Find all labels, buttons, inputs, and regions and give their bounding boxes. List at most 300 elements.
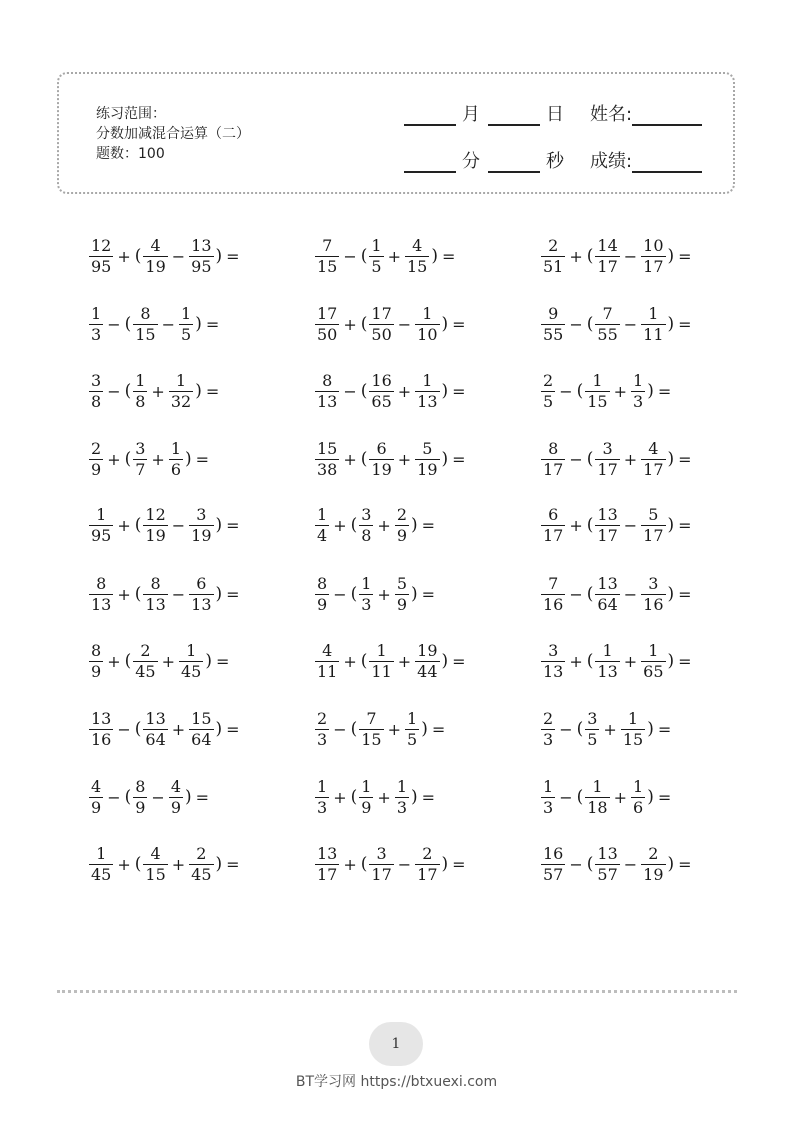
right-paren: ) — [195, 381, 202, 401]
name-blank[interactable] — [632, 104, 702, 126]
right-paren: ) — [667, 651, 675, 671]
fraction-a — [89, 506, 113, 545]
numerator: 4 — [322, 640, 333, 660]
problem-item — [314, 842, 469, 886]
fraction-b — [369, 237, 383, 276]
left-paren: ( — [586, 515, 594, 535]
equals-sign: = — [442, 246, 456, 266]
problem-item — [540, 842, 695, 886]
denominator: 95 — [91, 256, 112, 276]
operator-1: − — [117, 719, 131, 739]
denominator: 18 — [587, 797, 608, 817]
operator-1: + — [333, 515, 347, 535]
problem-item — [88, 369, 222, 413]
equals-sign: = — [678, 854, 692, 874]
denominator: 9 — [396, 594, 408, 614]
fraction-a — [541, 710, 555, 749]
problem-item — [540, 503, 695, 547]
operator-1: − — [559, 787, 573, 807]
fraction-b — [585, 778, 609, 817]
problem-item — [88, 503, 243, 547]
fraction-b — [595, 845, 619, 884]
numerator: 2 — [396, 504, 408, 524]
right-paren: ) — [185, 787, 192, 807]
operator-1: + — [107, 651, 121, 671]
operator-1: − — [333, 719, 347, 739]
operator-1: + — [343, 651, 357, 671]
numerator: 3 — [376, 843, 387, 863]
denominator: 3 — [396, 797, 408, 817]
problem-item — [314, 572, 438, 616]
fraction-b — [595, 575, 619, 614]
fraction-c — [395, 778, 409, 817]
right-paren: ) — [441, 854, 449, 874]
left-paren: ( — [586, 314, 594, 334]
fraction-b — [359, 710, 383, 749]
numerator: 1 — [376, 640, 387, 660]
denominator: 3 — [317, 797, 328, 817]
operator-2: + — [377, 515, 391, 535]
operator-2: + — [151, 381, 165, 401]
right-paren: ) — [647, 381, 654, 401]
numerator: 4 — [648, 438, 659, 458]
denominator: 19 — [371, 459, 392, 479]
equals-sign: = — [195, 449, 210, 469]
operator-2: + — [623, 651, 638, 671]
denominator: 17 — [371, 864, 392, 884]
denominator: 57 — [543, 864, 564, 884]
numerator: 3 — [91, 370, 102, 390]
minute-label: 分 — [462, 151, 480, 172]
denominator: 5 — [587, 729, 598, 749]
fraction-c — [169, 440, 183, 479]
fraction-a — [315, 642, 339, 681]
operator-1: + — [569, 515, 583, 535]
denominator: 19 — [643, 864, 664, 884]
right-paren: ) — [411, 515, 418, 535]
numerator: 1 — [96, 504, 107, 524]
fraction-c — [169, 778, 183, 817]
right-paren: ) — [441, 314, 449, 334]
fraction-a — [315, 372, 339, 411]
denominator: 11 — [643, 324, 664, 344]
numerator: 1 — [633, 776, 644, 796]
left-paren: ( — [586, 854, 594, 874]
denominator: 9 — [317, 594, 328, 614]
numerator: 13 — [191, 235, 212, 255]
operator-2: + — [623, 449, 638, 469]
right-paren: ) — [421, 719, 428, 739]
fraction-c — [641, 305, 665, 344]
fraction-b — [585, 710, 599, 749]
numerator: 6 — [376, 438, 387, 458]
equals-sign: = — [657, 719, 672, 739]
problem-item — [540, 707, 674, 751]
fraction-c — [179, 642, 203, 681]
operator-2: + — [151, 449, 165, 469]
numerator: 3 — [587, 708, 598, 728]
numerator: 19 — [417, 640, 438, 660]
denominator: 11 — [371, 661, 392, 681]
right-paren: ) — [215, 584, 223, 604]
left-paren: ( — [576, 787, 584, 807]
numerator: 1 — [648, 640, 659, 660]
fraction-b — [133, 778, 147, 817]
denominator: 8 — [135, 391, 146, 411]
operator-2: + — [387, 719, 401, 739]
problem-item — [314, 707, 448, 751]
equals-sign: = — [195, 787, 210, 807]
fraction-b — [585, 372, 609, 411]
operator-2: + — [397, 651, 412, 671]
numerator: 5 — [422, 438, 433, 458]
denominator: 17 — [317, 864, 338, 884]
operator-1: + — [333, 787, 347, 807]
left-paren: ( — [360, 651, 368, 671]
left-paren: ( — [360, 314, 368, 334]
operator-1: − — [343, 381, 357, 401]
numerator: 2 — [317, 708, 328, 728]
fraction-b — [369, 642, 393, 681]
numerator: 1 — [96, 843, 107, 863]
numerator: 8 — [150, 573, 161, 593]
fraction-c — [189, 575, 213, 614]
operator-2: + — [161, 651, 175, 671]
numerator: 8 — [135, 776, 146, 796]
denominator: 16 — [91, 729, 112, 749]
left-paren: ( — [124, 787, 132, 807]
numerator: 13 — [597, 504, 618, 524]
denominator: 8 — [91, 391, 102, 411]
numerator: 8 — [322, 370, 333, 390]
equals-sign: = — [205, 381, 220, 401]
equals-sign: = — [421, 787, 436, 807]
fraction-a — [315, 845, 339, 884]
left-paren: ( — [124, 381, 132, 401]
numerator: 1 — [543, 776, 554, 796]
denominator: 95 — [191, 256, 212, 276]
problem-item — [88, 302, 222, 346]
denominator: 13 — [543, 661, 564, 681]
left-paren: ( — [350, 719, 358, 739]
right-paren: ) — [411, 584, 418, 604]
left-paren: ( — [350, 584, 358, 604]
denominator: 13 — [91, 594, 112, 614]
numerator: 4 — [412, 235, 423, 255]
problem-item — [540, 302, 695, 346]
right-paren: ) — [205, 651, 212, 671]
fraction-c — [415, 440, 439, 479]
fraction-b — [369, 440, 393, 479]
problem-item — [314, 234, 458, 278]
operator-2: − — [623, 854, 638, 874]
operator-2: + — [613, 787, 627, 807]
numerator: 15 — [191, 708, 212, 728]
footer-divider — [57, 990, 737, 993]
denominator: 55 — [597, 324, 618, 344]
problem-item — [314, 775, 438, 819]
numerator: 4 — [170, 776, 182, 796]
problem-item — [314, 503, 438, 547]
minute-blank[interactable] — [404, 151, 456, 173]
fraction-b — [143, 710, 167, 749]
fraction-a — [541, 372, 555, 411]
time-score-row — [404, 147, 702, 173]
operator-2: − — [623, 314, 638, 334]
numerator: 1 — [648, 303, 659, 323]
left-paren: ( — [124, 449, 132, 469]
operator-1: + — [117, 246, 131, 266]
denominator: 44 — [417, 661, 438, 681]
operator-1: − — [569, 314, 583, 334]
problem-item — [88, 707, 243, 751]
fraction-b — [595, 642, 619, 681]
numerator: 2 — [648, 843, 659, 863]
right-paren: ) — [667, 314, 675, 334]
operator-1: + — [117, 584, 131, 604]
denominator: 50 — [317, 324, 338, 344]
numerator: 17 — [371, 303, 392, 323]
denominator: 15 — [317, 256, 338, 276]
fraction-b — [595, 506, 619, 545]
operator-2: + — [171, 719, 186, 739]
numerator: 10 — [643, 235, 664, 255]
month-label: 月 — [462, 104, 480, 125]
problem-item — [88, 437, 212, 481]
denominator: 17 — [643, 459, 664, 479]
equals-sign: = — [431, 719, 446, 739]
numerator: 1 — [633, 370, 644, 390]
numerator: 8 — [96, 573, 107, 593]
denominator: 9 — [91, 661, 102, 681]
fraction-b — [359, 506, 373, 545]
denominator: 17 — [597, 256, 618, 276]
score-label: 成绩: — [590, 151, 633, 172]
month-blank[interactable] — [404, 104, 456, 126]
left-paren: ( — [134, 719, 142, 739]
equals-sign: = — [452, 854, 466, 874]
fraction-c — [641, 575, 665, 614]
denominator: 8 — [361, 525, 372, 545]
fraction-b — [369, 305, 393, 344]
operator-2: − — [397, 314, 412, 334]
denominator: 19 — [417, 459, 438, 479]
problem-item — [540, 572, 695, 616]
numerator: 13 — [145, 708, 166, 728]
denominator: 15 — [407, 256, 428, 276]
fraction-b — [143, 575, 167, 614]
fraction-b — [595, 440, 619, 479]
fraction-b — [133, 440, 147, 479]
problem-item — [540, 437, 695, 481]
left-paren: ( — [360, 246, 368, 266]
equals-sign: = — [678, 449, 692, 469]
operator-1: + — [343, 314, 357, 334]
numerator: 6 — [548, 504, 559, 524]
denominator: 13 — [145, 594, 166, 614]
problem-item — [314, 369, 469, 413]
denominator: 19 — [145, 256, 166, 276]
numerator: 1 — [175, 370, 187, 390]
left-paren: ( — [134, 854, 142, 874]
numerator: 1 — [186, 640, 197, 660]
fraction-a — [541, 506, 565, 545]
right-paren: ) — [667, 246, 675, 266]
denominator: 7 — [135, 459, 146, 479]
equals-sign: = — [678, 515, 692, 535]
numerator: 7 — [366, 708, 377, 728]
header-info — [96, 104, 250, 164]
operator-1: + — [569, 651, 583, 671]
equals-sign: = — [421, 515, 436, 535]
problem-item — [540, 775, 674, 819]
fraction-a — [89, 710, 113, 749]
denominator: 9 — [170, 797, 182, 817]
numerator: 16 — [371, 370, 392, 390]
fraction-b — [359, 575, 373, 614]
denominator: 3 — [543, 797, 554, 817]
fraction-c — [189, 237, 213, 276]
day-blank[interactable] — [488, 104, 540, 126]
denominator: 9 — [91, 797, 102, 817]
fraction-c — [415, 372, 439, 411]
fraction-a — [315, 440, 339, 479]
fraction-c — [641, 440, 665, 479]
operator-2: + — [377, 584, 391, 604]
numerator: 12 — [91, 235, 112, 255]
fraction-a — [541, 778, 555, 817]
numerator: 1 — [371, 235, 382, 255]
denominator: 65 — [371, 391, 392, 411]
operator-1: − — [343, 246, 357, 266]
denominator: 65 — [643, 661, 664, 681]
numerator: 1 — [602, 640, 613, 660]
problem-item — [88, 775, 212, 819]
numerator: 13 — [597, 573, 618, 593]
denominator: 17 — [597, 459, 618, 479]
operator-2: + — [387, 246, 401, 266]
operator-1: + — [569, 246, 583, 266]
right-paren: ) — [441, 449, 449, 469]
denominator: 95 — [91, 525, 112, 545]
denominator: 3 — [633, 391, 644, 411]
fraction-a — [541, 845, 565, 884]
equals-sign: = — [226, 584, 240, 604]
numerator: 1 — [396, 776, 408, 796]
operator-2: + — [171, 854, 186, 874]
denominator: 15 — [622, 729, 644, 749]
count-label: 题数：100 — [96, 146, 165, 162]
right-paren: ) — [431, 246, 438, 266]
numerator: 2 — [422, 843, 433, 863]
denominator: 17 — [417, 864, 438, 884]
numerator: 3 — [648, 573, 659, 593]
fraction-a — [89, 642, 103, 681]
scope-label: 练习范围： — [96, 106, 166, 122]
denominator: 10 — [417, 324, 438, 344]
numerator: 1 — [170, 438, 182, 458]
denominator: 9 — [91, 459, 102, 479]
right-paren: ) — [667, 854, 675, 874]
operator-2: − — [151, 787, 165, 807]
fraction-c — [415, 642, 439, 681]
denominator: 9 — [135, 797, 146, 817]
denominator: 50 — [371, 324, 392, 344]
equals-sign: = — [452, 381, 466, 401]
denominator: 5 — [371, 256, 382, 276]
equals-sign: = — [226, 854, 240, 874]
problem-item — [314, 639, 469, 683]
denominator: 16 — [643, 594, 664, 614]
fraction-a — [315, 710, 329, 749]
right-paren: ) — [215, 515, 223, 535]
denominator: 38 — [317, 459, 338, 479]
denominator: 16 — [543, 594, 564, 614]
left-paren: ( — [134, 246, 142, 266]
fraction-c — [189, 506, 213, 545]
fraction-c — [631, 778, 645, 817]
denominator: 13 — [597, 661, 618, 681]
score-blank[interactable] — [632, 151, 702, 173]
denominator: 17 — [543, 459, 564, 479]
numerator: 13 — [597, 843, 618, 863]
numerator: 3 — [196, 504, 207, 524]
right-paren: ) — [215, 246, 223, 266]
operator-2: − — [623, 584, 638, 604]
numerator: 5 — [648, 504, 659, 524]
left-paren: ( — [586, 246, 594, 266]
numerator: 2 — [91, 438, 102, 458]
numerator: 7 — [322, 235, 333, 255]
problem-item — [88, 639, 232, 683]
denominator: 45 — [181, 661, 202, 681]
fraction-a — [315, 575, 329, 614]
left-paren: ( — [350, 787, 358, 807]
left-paren: ( — [586, 584, 594, 604]
operator-2: − — [397, 854, 412, 874]
denominator: 15 — [361, 729, 382, 749]
numerator: 1 — [627, 708, 639, 728]
second-label: 秒 — [546, 151, 564, 172]
numerator: 1 — [181, 303, 192, 323]
fraction-a — [541, 237, 565, 276]
fraction-a — [89, 305, 103, 344]
fraction-c — [169, 372, 193, 411]
fraction-c — [621, 710, 645, 749]
denominator: 3 — [361, 594, 372, 614]
equals-sign: = — [657, 381, 672, 401]
denominator: 15 — [587, 391, 608, 411]
denominator: 57 — [597, 864, 618, 884]
numerator: 7 — [602, 303, 613, 323]
fraction-a — [541, 305, 565, 344]
denominator: 64 — [597, 594, 618, 614]
fraction-c — [405, 237, 429, 276]
fraction-a — [315, 237, 339, 276]
left-paren: ( — [586, 651, 594, 671]
operator-2: + — [613, 381, 627, 401]
left-paren: ( — [576, 719, 584, 739]
operator-1: − — [333, 584, 347, 604]
fraction-a — [89, 575, 113, 614]
numerator: 1 — [407, 708, 418, 728]
denominator: 51 — [543, 256, 564, 276]
right-paren: ) — [667, 515, 675, 535]
fraction-a — [89, 440, 103, 479]
fraction-c — [641, 845, 665, 884]
second-blank[interactable] — [488, 151, 540, 173]
fraction-a — [315, 506, 329, 545]
